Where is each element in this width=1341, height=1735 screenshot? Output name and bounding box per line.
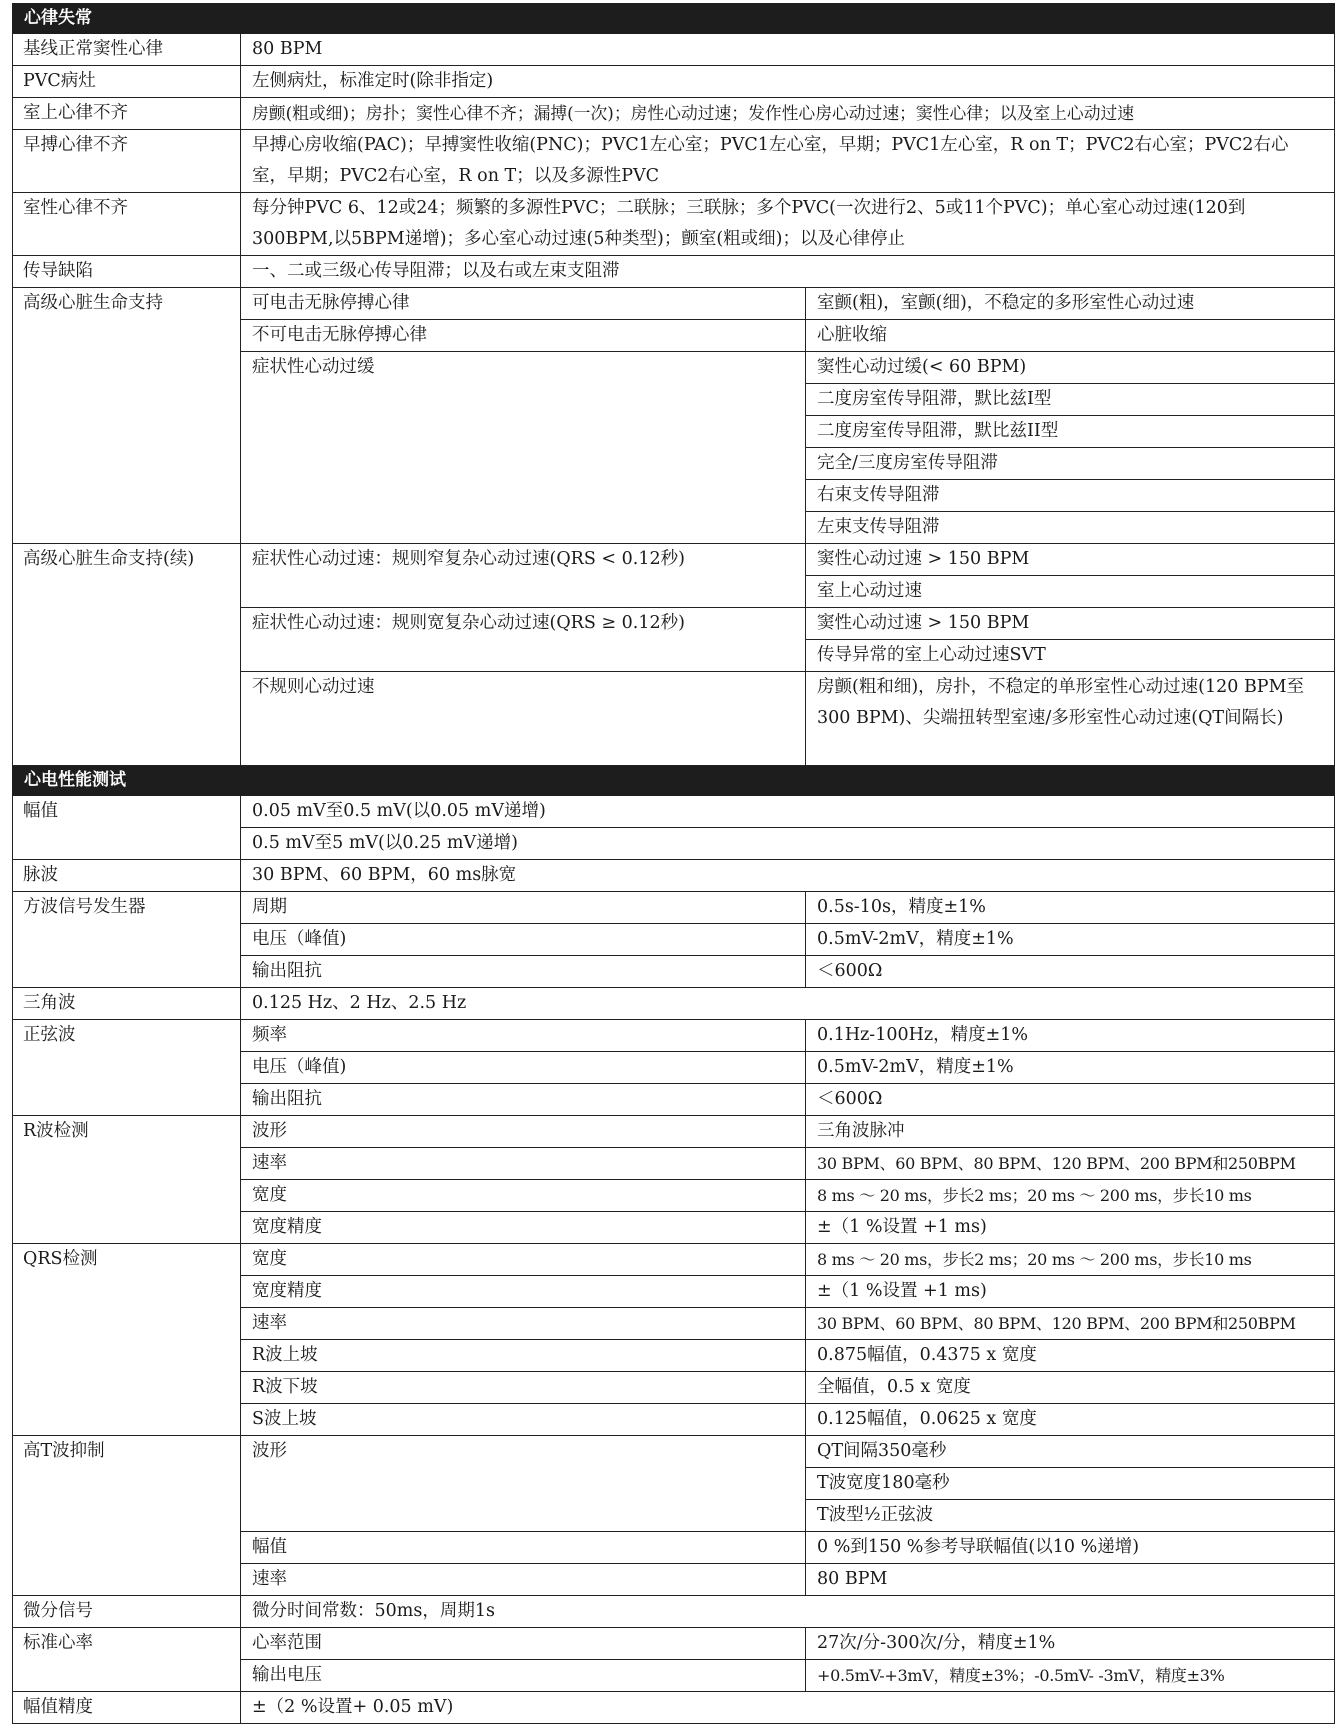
sub-value: 窦性心动过速 > 150 BPM — [806, 544, 1335, 576]
row-label: 基线正常窦性心律 — [13, 34, 241, 66]
row-value: 房颤(粗或细)；房扑；窦性心律不齐；漏搏(一次)；房性心动过速；发作性心房心动过速；窦性心律；以及室上心动过速 — [241, 98, 1335, 130]
row-value: 每分钟PVC 6、12或24；频繁的多源性PVC；二联脉；三联脉；多个PVC(一次进行2、5或11个PVC)；单心室心动过速(120到300BPM,以5BPM递增)；多心室心动过速(5种类型)；颤室(粗或细)；以及心律停止 — [241, 193, 1335, 256]
table-row — [13, 1020, 1335, 1052]
sub-label: 症状性心动过速：规则宽复杂心动过速(QRS ≥ 0.12秒) — [241, 608, 806, 672]
row-label: 幅值 — [13, 796, 241, 860]
sub-value: 全幅值，0.5 x 宽度 — [806, 1372, 1335, 1404]
sub-label: 宽度精度 — [241, 1276, 806, 1308]
table-row — [13, 1436, 1335, 1468]
row-label: 室上心律不齐 — [13, 98, 241, 130]
spec-table — [12, 3, 1335, 1724]
row-label: 高级心脏生命支持(续) — [13, 544, 241, 766]
table-row — [13, 66, 1335, 98]
sub-value: 8 ms ～ 20 ms，步长2 ms；20 ms ～ 200 ms，步长10 ms — [806, 1244, 1335, 1276]
sub-value: 8 ms ～ 20 ms，步长2 ms；20 ms ～ 200 ms，步长10 ms — [806, 1180, 1335, 1212]
sub-label: 不规则心动过速 — [241, 672, 806, 766]
sub-label: 输出电压 — [241, 1660, 806, 1692]
row-label: PVC病灶 — [13, 66, 241, 98]
sub-value: 二度房室传导阻滞，默比兹I型 — [806, 384, 1335, 416]
sub-label: 宽度 — [241, 1244, 806, 1276]
sub-value: 房颤(粗和细)，房扑，不稳定的单形室性心动过速(120 BPM至300 BPM)、尖端扭转型室速/多形室性心动过速(QT间隔长) — [806, 672, 1335, 766]
table-row — [13, 1628, 1335, 1660]
sub-value: 0.5mV-2mV，精度±1% — [806, 1052, 1335, 1084]
row-label: 高T波抑制 — [13, 1436, 241, 1596]
row-label: 传导缺陷 — [13, 256, 241, 288]
sub-label: 电压（峰值) — [241, 924, 806, 956]
sub-value: T波宽度180毫秒 — [806, 1468, 1335, 1500]
sub-label: 速率 — [241, 1564, 806, 1596]
table-row — [13, 34, 1335, 66]
sub-label: 幅值 — [241, 1532, 806, 1564]
sub-value: 0.1Hz-100Hz，精度±1% — [806, 1020, 1335, 1052]
row-label: 标准心率 — [13, 1628, 241, 1692]
table-row — [13, 892, 1335, 924]
row-label: 幅值精度 — [13, 1692, 241, 1724]
sub-value: 0.125幅值，0.0625 x 宽度 — [806, 1404, 1335, 1436]
sub-value: 30 BPM、60 BPM、80 BPM、120 BPM、200 BPM和250BPM — [806, 1308, 1335, 1340]
row-value: 0.5 mV至5 mV(以0.25 mV递增) — [241, 828, 1335, 860]
sub-label: 波形 — [241, 1116, 806, 1148]
sub-value: 80 BPM — [806, 1564, 1335, 1596]
sub-value: 室上心动过速 — [806, 576, 1335, 608]
sub-label: 宽度精度 — [241, 1212, 806, 1244]
sub-label: 速率 — [241, 1148, 806, 1180]
sub-value: 三角波脉冲 — [806, 1116, 1335, 1148]
sub-value: 传导异常的室上心动过速SVT — [806, 640, 1335, 672]
sub-label: 症状性心动过速：规则窄复杂心动过速(QRS < 0.12秒) — [241, 544, 806, 608]
sub-value: 心脏收缩 — [806, 320, 1335, 352]
table-row — [13, 1596, 1335, 1628]
sub-value: ±（1 %设置 +1 ms) — [806, 1212, 1335, 1244]
row-value: 早搏心房收缩(PAC)；早搏窦性收缩(PNC)；PVC1左心室；PVC1左心室，早期；PVC1左心室，R on T；PVC2右心室；PVC2右心室，早期；PVC2右心室，R on T；以及多源性PVC — [241, 130, 1335, 193]
row-label: QRS检测 — [13, 1244, 241, 1436]
row-value: 0.05 mV至0.5 mV(以0.05 mV递增) — [241, 796, 1335, 828]
table-row — [13, 130, 1335, 193]
section-header-ecg-performance — [13, 766, 1335, 796]
sub-label: 宽度 — [241, 1180, 806, 1212]
sub-label: 速率 — [241, 1308, 806, 1340]
row-value: 微分时间常数：50ms，周期1s — [241, 1596, 1335, 1628]
sub-label: 周期 — [241, 892, 806, 924]
sub-value: 左束支传导阻滞 — [806, 512, 1335, 544]
table-row — [13, 860, 1335, 892]
sub-label: 可电击无脉停搏心律 — [241, 288, 806, 320]
row-label: 室性心律不齐 — [13, 193, 241, 256]
sub-value: 30 BPM、60 BPM、80 BPM、120 BPM、200 BPM和250BPM — [806, 1148, 1335, 1180]
row-label: 高级心脏生命支持 — [13, 288, 241, 544]
sub-value: 0 %到150 %参考导联幅值(以10 %递增) — [806, 1532, 1335, 1564]
table-row — [13, 193, 1335, 256]
sub-label: 不可电击无脉停搏心律 — [241, 320, 806, 352]
table-row — [13, 796, 1335, 828]
row-value: 一、二或三级心传导阻滞；以及右或左束支阻滞 — [241, 256, 1335, 288]
sub-label: R波上坡 — [241, 1340, 806, 1372]
sub-value: 27次/分-300次/分，精度±1% — [806, 1628, 1335, 1660]
row-label: R波检测 — [13, 1116, 241, 1244]
sub-label: 输出阻抗 — [241, 956, 806, 988]
sub-label: R波下坡 — [241, 1372, 806, 1404]
sub-value: 窦性心动过缓(< 60 BPM) — [806, 352, 1335, 384]
row-label: 正弦波 — [13, 1020, 241, 1116]
row-value: 30 BPM、60 BPM，60 ms脉宽 — [241, 860, 1335, 892]
sub-value: 完全/三度房室传导阻滞 — [806, 448, 1335, 480]
sub-label: 输出阻抗 — [241, 1084, 806, 1116]
section-title: 心电性能测试 — [13, 766, 1335, 796]
section-header-arrhythmia — [13, 4, 1335, 34]
row-value: 0.125 Hz、2 Hz、2.5 Hz — [241, 988, 1335, 1020]
sub-value: ±（1 %设置 +1 ms) — [806, 1276, 1335, 1308]
sub-value: ＜600Ω — [806, 956, 1335, 988]
sub-label: 症状性心动过缓 — [241, 352, 806, 544]
row-label: 早搏心律不齐 — [13, 130, 241, 193]
sub-value: T波型½正弦波 — [806, 1500, 1335, 1532]
sub-label: 波形 — [241, 1436, 806, 1532]
table-row — [13, 1244, 1335, 1276]
sub-label: 频率 — [241, 1020, 806, 1052]
table-row — [13, 1116, 1335, 1148]
sub-value: 窦性心动过速 > 150 BPM — [806, 608, 1335, 640]
row-label: 脉波 — [13, 860, 241, 892]
table-row — [13, 288, 1335, 320]
sub-value: QT间隔350毫秒 — [806, 1436, 1335, 1468]
table-row — [13, 544, 1335, 576]
sub-value: 二度房室传导阻滞，默比兹II型 — [806, 416, 1335, 448]
row-label: 微分信号 — [13, 1596, 241, 1628]
row-label: 方波信号发生器 — [13, 892, 241, 988]
sub-value: 0.5s-10s，精度±1% — [806, 892, 1335, 924]
table-row — [13, 98, 1335, 130]
row-value: 左侧病灶，标准定时(除非指定) — [241, 66, 1335, 98]
sub-label: 电压（峰值) — [241, 1052, 806, 1084]
section-title: 心律失常 — [13, 4, 1335, 34]
sub-value: 室颤(粗)，室颤(细)，不稳定的多形室性心动过速 — [806, 288, 1335, 320]
sub-label: 心率范围 — [241, 1628, 806, 1660]
table-row — [13, 988, 1335, 1020]
row-label: 三角波 — [13, 988, 241, 1020]
table-row — [13, 256, 1335, 288]
table-row — [13, 1692, 1335, 1724]
row-value: ±（2 %设置+ 0.05 mV) — [241, 1692, 1335, 1724]
sub-value: +0.5mV-+3mV，精度±3%；-0.5mV- -3mV，精度±3% — [806, 1660, 1335, 1692]
row-value: 80 BPM — [241, 34, 1335, 66]
sub-value: ＜600Ω — [806, 1084, 1335, 1116]
sub-value: 0.875幅值，0.4375 x 宽度 — [806, 1340, 1335, 1372]
sub-value: 0.5mV-2mV，精度±1% — [806, 924, 1335, 956]
sub-value: 右束支传导阻滞 — [806, 480, 1335, 512]
sub-label: S波上坡 — [241, 1404, 806, 1436]
